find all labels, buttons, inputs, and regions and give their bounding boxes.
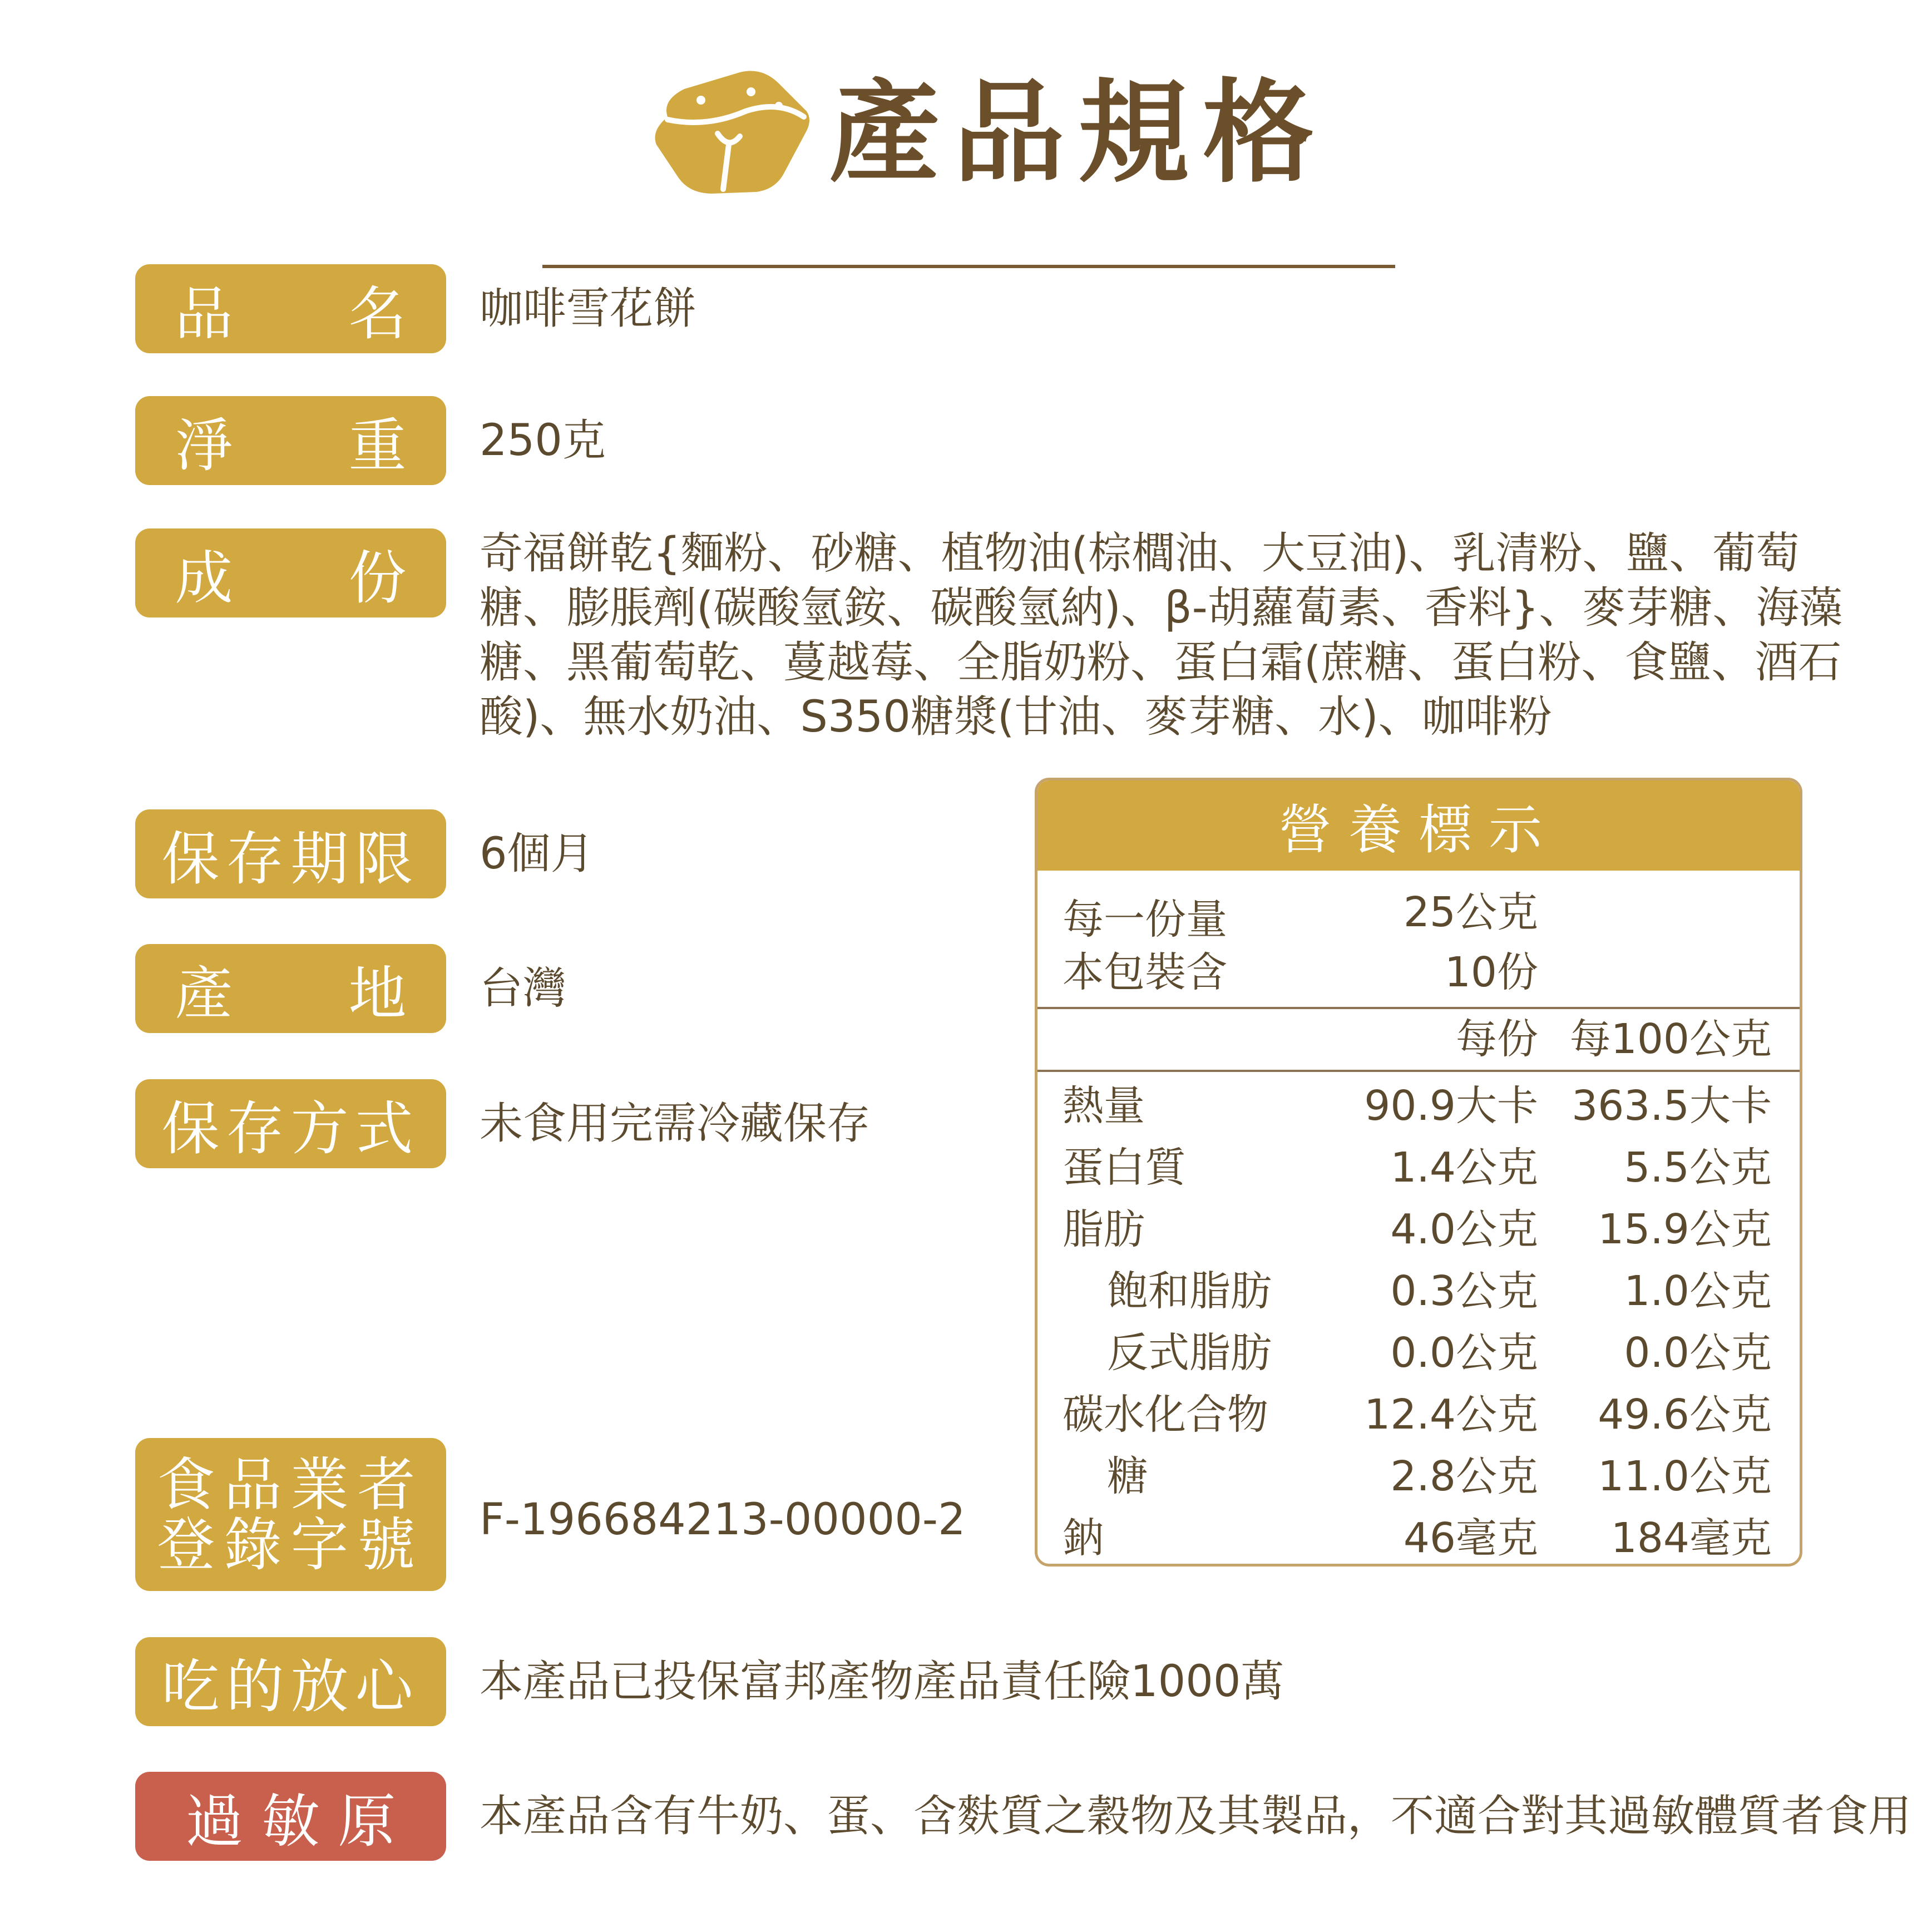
label-ingredients: 成 份: [135, 528, 446, 617]
nutrition-divider-2: [1037, 1070, 1800, 1072]
servings-per-pack-label: 本包裝含: [1063, 948, 1227, 996]
nutrient-name: 糖: [1107, 1452, 1148, 1500]
nutrient-per-serving: 12.4公克: [1364, 1391, 1538, 1439]
label-name: 品 名: [135, 264, 446, 353]
nutrient-per-serving: 0.0公克: [1390, 1329, 1538, 1377]
serving-size-value: 25公克: [1403, 888, 1538, 936]
label-storage: 保存方式: [135, 1079, 446, 1168]
value-ingredients: 奇福餅乾{麵粉、砂糖、植物油(棕櫚油、大豆油)、乳清粉、鹽、葡萄糖、膨脹劑(碳酸氫銨、碳酸氫納)、β-胡蘿蔔素、香料}、麥芽糖、海藻糖、黑葡萄乾、蔓越莓、全脂奶粉、蛋白霜(蔗糖、蛋白粉、食鹽、酒石酸)、無水奶油、S350糖漿(甘油、麥芽糖、水)、咖啡粉: [480, 528, 1843, 742]
nutrient-per-100: 184毫克: [1610, 1514, 1772, 1562]
nutrition-table: [1035, 778, 1802, 1567]
label-allergen: 過 敏 原: [135, 1772, 446, 1861]
label-weight: 淨 重: [135, 396, 446, 485]
nutrient-per-serving: 0.3公克: [1390, 1267, 1538, 1315]
nutrient-name: 脂肪: [1063, 1205, 1145, 1253]
value-registration: F-196684213-00000-2: [480, 1495, 966, 1545]
servings-per-pack-value: 10份: [1444, 948, 1538, 996]
nutrition-title: 營養標示: [1037, 780, 1800, 871]
nutrient-per-100: 11.0公克: [1598, 1452, 1772, 1500]
label-registration-line1: 食品業者: [157, 1450, 424, 1519]
value-name: 咖啡雪花餅: [480, 284, 697, 334]
nutrition-divider-1: [1037, 1007, 1800, 1009]
page-title: 產品規格: [829, 68, 1328, 198]
nutrient-name: 熱量: [1063, 1082, 1145, 1130]
label-registration-line2: 登錄字號: [157, 1510, 424, 1579]
serving-size-label: 每一份量: [1063, 896, 1227, 943]
nutrient-name: 反式脂肪: [1107, 1329, 1272, 1377]
col-per-serving: 每份: [1456, 1015, 1538, 1063]
nutrient-per-100: 0.0公克: [1624, 1329, 1772, 1377]
nutrient-name: 碳水化合物: [1063, 1391, 1268, 1439]
value-allergen: 本產品含有牛奶、蛋、含麩質之穀物及其製品，不適合對其過敏體質者食用: [480, 1791, 1912, 1841]
value-storage: 未食用完需冷藏保存: [480, 1099, 871, 1149]
label-origin: 產 地: [135, 944, 446, 1033]
col-per-100: 每100公克: [1569, 1015, 1772, 1063]
nutrient-per-serving: 1.4公克: [1390, 1144, 1538, 1192]
nutrient-name: 蛋白質: [1063, 1144, 1186, 1192]
nutrient-per-serving: 46毫克: [1403, 1514, 1538, 1562]
label-shelf-life: 保存期限: [135, 809, 446, 898]
value-insurance: 本產品已投保富邦產物產品責任險1000萬: [480, 1657, 1284, 1707]
snowflake-cake-icon: [645, 67, 812, 195]
nutrient-per-100: 15.9公克: [1598, 1205, 1772, 1253]
value-origin: 台灣: [480, 963, 567, 1014]
nutrient-per-serving: 4.0公克: [1390, 1205, 1538, 1253]
nutrient-name: 飽和脂肪: [1107, 1267, 1272, 1315]
nutrient-per-serving: 2.8公克: [1390, 1452, 1538, 1500]
value-shelf-life: 6個月: [480, 829, 594, 879]
nutrient-per-100: 363.5大卡: [1572, 1082, 1772, 1130]
title-divider: [542, 265, 1395, 268]
nutrient-per-100: 1.0公克: [1624, 1267, 1772, 1315]
header: [0, 56, 1932, 223]
value-weight: 250克: [480, 416, 606, 466]
nutrient-name: 鈉: [1063, 1514, 1104, 1562]
nutrient-per-100: 5.5公克: [1624, 1144, 1772, 1192]
nutrient-per-serving: 90.9大卡: [1364, 1082, 1538, 1130]
label-insurance: 吃的放心: [135, 1637, 446, 1726]
label-registration: [135, 1438, 446, 1591]
nutrient-per-100: 49.6公克: [1598, 1391, 1772, 1439]
